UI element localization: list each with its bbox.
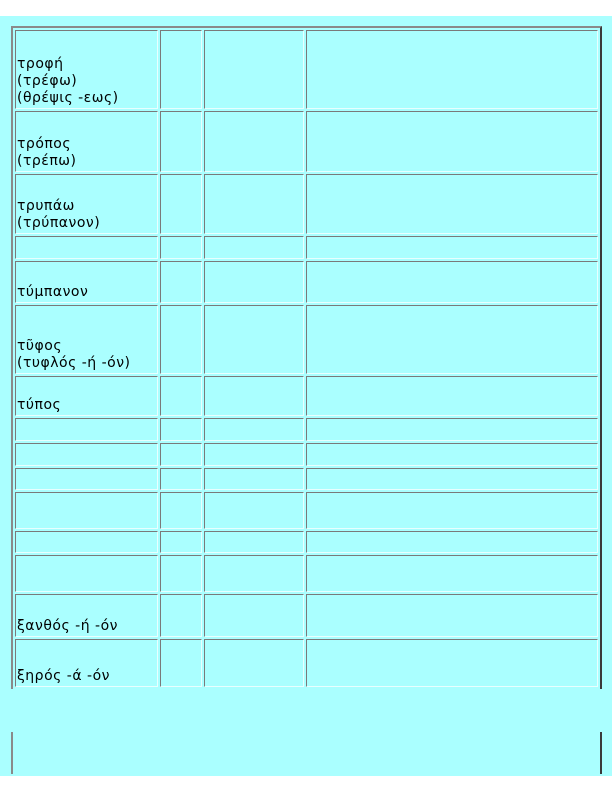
empty-cell <box>306 531 598 553</box>
empty-cell <box>204 443 304 466</box>
table-bottom-frame <box>11 732 602 774</box>
term-cell <box>15 418 158 441</box>
table-row <box>15 236 598 259</box>
page-background <box>0 16 612 776</box>
empty-cell <box>306 418 598 441</box>
term-cell <box>15 594 158 637</box>
term-cell <box>15 443 158 466</box>
term-cell <box>15 30 158 109</box>
empty-cell <box>306 305 598 374</box>
empty-cell <box>204 531 304 553</box>
term-text: (τρέπω) <box>17 153 77 169</box>
empty-cell <box>204 236 304 259</box>
vocabulary-table <box>11 26 602 689</box>
term-text: (τυφλός -ή -όν) <box>17 355 131 371</box>
empty-cell <box>306 492 598 529</box>
empty-cell <box>160 594 202 637</box>
empty-cell <box>160 376 202 416</box>
empty-cell <box>306 236 598 259</box>
term-text: τρυπάω <box>17 198 75 214</box>
empty-cell <box>306 555 598 592</box>
empty-cell <box>306 30 598 109</box>
term-text: τροφή <box>17 56 64 72</box>
empty-cell <box>160 555 202 592</box>
term-cell <box>15 531 158 553</box>
table-row <box>15 261 598 303</box>
empty-cell <box>306 376 598 416</box>
empty-cell <box>160 531 202 553</box>
empty-cell <box>306 111 598 172</box>
vocabulary-table-body <box>15 30 598 687</box>
table-row <box>15 305 598 374</box>
term-cell <box>15 261 158 303</box>
empty-cell <box>204 555 304 592</box>
empty-cell <box>160 261 202 303</box>
empty-cell <box>204 376 304 416</box>
table-row <box>15 418 598 441</box>
empty-cell <box>160 236 202 259</box>
empty-cell <box>204 111 304 172</box>
empty-cell <box>204 305 304 374</box>
term-text: (τρέφω) <box>17 73 78 89</box>
empty-cell <box>306 594 598 637</box>
empty-cell <box>160 468 202 490</box>
table-row <box>15 468 598 490</box>
table-row <box>15 376 598 416</box>
table-row <box>15 174 598 234</box>
empty-cell <box>204 639 304 687</box>
empty-cell <box>160 30 202 109</box>
empty-cell <box>204 174 304 234</box>
table-row <box>15 111 598 172</box>
table-row <box>15 30 598 109</box>
term-cell <box>15 468 158 490</box>
empty-cell <box>204 261 304 303</box>
empty-cell <box>306 174 598 234</box>
table-row <box>15 639 598 687</box>
empty-cell <box>306 443 598 466</box>
empty-cell <box>160 418 202 441</box>
term-cell <box>15 639 158 687</box>
table-row <box>15 443 598 466</box>
term-cell <box>15 174 158 234</box>
empty-cell <box>306 261 598 303</box>
term-text: (τρύπανον) <box>17 215 101 231</box>
empty-cell <box>160 492 202 529</box>
table-row <box>15 531 598 553</box>
term-text: τῦφος <box>17 338 63 354</box>
empty-cell <box>204 492 304 529</box>
empty-cell <box>160 305 202 374</box>
term-text: τύπος <box>17 397 62 413</box>
empty-cell <box>306 468 598 490</box>
empty-cell <box>306 639 598 687</box>
table-row <box>15 594 598 637</box>
term-text: τύμπανον <box>17 284 89 300</box>
empty-cell <box>204 418 304 441</box>
term-cell <box>15 236 158 259</box>
term-cell <box>15 111 158 172</box>
term-cell <box>15 492 158 529</box>
empty-cell <box>204 594 304 637</box>
table-row <box>15 492 598 529</box>
table-row <box>15 555 598 592</box>
empty-cell <box>204 468 304 490</box>
term-text: ξηρός -ά -όν <box>17 668 110 684</box>
empty-cell <box>160 639 202 687</box>
term-cell <box>15 305 158 374</box>
empty-cell <box>160 443 202 466</box>
empty-cell <box>160 111 202 172</box>
term-text: ξανθός -ή -όν <box>17 618 118 634</box>
empty-cell <box>204 30 304 109</box>
term-text: (θρέψις -εως) <box>17 90 119 106</box>
term-cell <box>15 376 158 416</box>
term-text: τρόπος <box>17 136 72 152</box>
term-cell <box>15 555 158 592</box>
empty-cell <box>160 174 202 234</box>
